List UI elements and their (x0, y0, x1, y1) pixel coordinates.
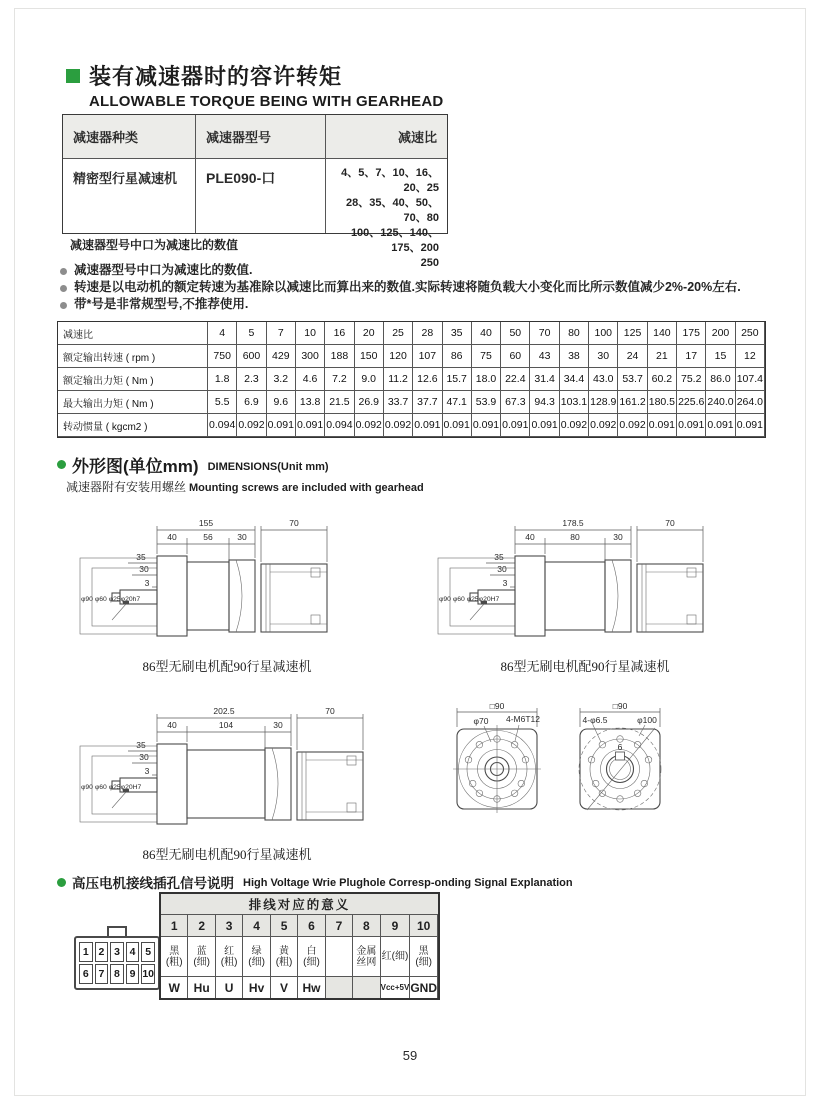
spec-cell: 750 (208, 345, 237, 368)
signal-cell (326, 977, 353, 998)
wire-color-cell (326, 937, 353, 977)
spec-cell: 0.091 (706, 414, 735, 437)
spec-cell: 53.9 (472, 391, 501, 414)
spec-cell: 67.3 (501, 391, 530, 414)
spec-cell: 11.2 (384, 368, 413, 391)
dim-cap-label: 30 (237, 532, 247, 542)
dim-mid-label: 80 (570, 532, 580, 542)
connector-body (74, 936, 160, 990)
front-left-bolt-circle-label: φ70 (473, 716, 489, 726)
side-view-drawing-2 (420, 510, 750, 675)
signal-cell: U (216, 977, 243, 998)
spec-cell: 0.091 (267, 414, 296, 437)
title-block (66, 60, 443, 110)
gearhead-ratios (326, 159, 447, 269)
connector-pin: 1 (79, 942, 93, 962)
spec-cell: 80 (560, 322, 589, 345)
spec-cell: 25 (384, 322, 413, 345)
spec-cell: 0.091 (472, 414, 501, 437)
spec-cell: 12.6 (413, 368, 442, 391)
spec-cell: 37.7 (413, 391, 442, 414)
green-dot-icon (57, 878, 66, 887)
spec-cell: 94.3 (530, 391, 559, 414)
dim-total-label: 178.5 (562, 518, 584, 528)
dim-f3-label: 3 (502, 578, 508, 588)
signal-cell: Hu (188, 977, 215, 998)
dim-f1-label: 35 (136, 740, 146, 750)
dim-f1-label: 35 (136, 552, 146, 562)
spec-cell: 33.7 (384, 391, 413, 414)
dim-mid-label: 56 (203, 532, 213, 542)
connector-pin: 2 (95, 942, 109, 962)
spec-cell: 264.0 (736, 391, 765, 414)
dim-total-label: 155 (198, 518, 214, 528)
dimensions-heading-zh: 外形图(单位mm) (72, 457, 199, 476)
spec-row-label: 额定输出力矩 ( Nm ) (58, 368, 208, 391)
spec-cell: 107.4 (736, 368, 765, 391)
spec-cell: 2.3 (237, 368, 266, 391)
spec-cell: 50 (501, 322, 530, 345)
signal-cell: GND (410, 977, 438, 998)
front-view-svg (435, 695, 685, 825)
spec-cell: 188 (325, 345, 354, 368)
pin-number-cell: 7 (326, 915, 353, 937)
dim-f2-label: 30 (139, 564, 149, 574)
spec-cell: 175 (677, 322, 706, 345)
spec-cell: 0.091 (736, 414, 765, 437)
spec-cell: 0.091 (530, 414, 559, 437)
spec-cell: 21 (648, 345, 677, 368)
dim-mid-label: 104 (218, 720, 234, 730)
spec-cell: 429 (267, 345, 296, 368)
spec-cell: 200 (706, 322, 735, 345)
connector-diagram (74, 926, 160, 990)
gearhead-footnote: 减速器型号中口为减速比的数值 (70, 238, 239, 252)
spec-cell: 75 (472, 345, 501, 368)
spec-cell: 70 (530, 322, 559, 345)
notes-list (60, 263, 770, 314)
spec-cell: 250 (736, 322, 765, 345)
connector-pin: 7 (95, 964, 109, 984)
dim-rear-label: 70 (289, 518, 299, 528)
spec-cell: 60.2 (648, 368, 677, 391)
wire-color-cell: 白(细) (298, 937, 325, 977)
spec-cell: 10 (296, 322, 325, 345)
front-right-holes-label: 4-φ6.5 (582, 715, 608, 725)
spec-cell: 161.2 (618, 391, 647, 414)
drawing-caption: 86型无刷电机配90行星减速机 (142, 659, 312, 674)
page-title-zh: 装有减速器时的容许转矩 (89, 64, 343, 89)
signal-cell: W (161, 977, 188, 998)
spec-row-label: 减速比 (58, 322, 208, 345)
spec-cell: 86 (443, 345, 472, 368)
signal-cell: Hw (298, 977, 325, 998)
spec-cell: 0.092 (384, 414, 413, 437)
spec-cell: 60 (501, 345, 530, 368)
wire-color-cell: 黑(粗) (161, 937, 188, 977)
signal-cell (353, 977, 380, 998)
wire-color-cell: 黄(粗) (271, 937, 298, 977)
bullet-icon (60, 285, 67, 292)
spec-cell: 140 (648, 322, 677, 345)
spec-cell: 3.2 (267, 368, 296, 391)
spec-cell: 53.7 (618, 368, 647, 391)
wiring-table (159, 892, 440, 1000)
spec-cell: 38 (560, 345, 589, 368)
note-text: 带*号是非常规型号,不推荐使用. (74, 297, 249, 311)
pin-number-cell: 10 (410, 915, 438, 937)
side-view-drawing-3 (62, 698, 392, 863)
front-left-bolts-label: 4-M6T12 (505, 714, 541, 724)
ratio-line: 4、5、7、10、16、20、25 (341, 167, 439, 194)
spec-cell: 9.0 (355, 368, 384, 391)
spec-row-label: 转动惯量 ( kgcm2 ) (58, 414, 208, 437)
wire-color-cell: 红(细) (381, 937, 411, 977)
connector-pin: 6 (79, 964, 93, 984)
connector-pin: 10 (141, 964, 155, 984)
dimensions-note (66, 478, 424, 495)
pin-number-cell: 3 (216, 915, 243, 937)
wire-color-cell: 黑(细) (410, 937, 438, 977)
note-item (60, 280, 770, 294)
dimensions-note-en: Mounting screws are included with gearhead (189, 482, 424, 494)
wire-color-cell: 红(粗) (216, 937, 243, 977)
spec-cell: 0.092 (237, 414, 266, 437)
spec-cell: 28 (413, 322, 442, 345)
ratio-line: 100、125、140、175、200 (350, 227, 439, 254)
spec-cell: 4 (208, 322, 237, 345)
spec-cell: 35 (443, 322, 472, 345)
wiring-table-title: 排线对应的意义 (161, 894, 438, 915)
spec-cell: 16 (325, 322, 354, 345)
dim-front-label: 40 (167, 532, 177, 542)
drawing-caption: 86型无刷电机配90行星减速机 (500, 659, 670, 674)
green-square-bullet-icon (66, 69, 80, 83)
spec-cell: 1.8 (208, 368, 237, 391)
spec-cell: 0.092 (560, 414, 589, 437)
spec-cell: 22.4 (501, 368, 530, 391)
spec-cell: 26.9 (355, 391, 384, 414)
bullet-icon (60, 268, 67, 275)
pin-number-cell: 9 (381, 915, 411, 937)
spec-cell: 0.094 (325, 414, 354, 437)
dim-cap-label: 30 (613, 532, 623, 542)
spec-cell: 5 (237, 322, 266, 345)
spec-cell: 7.2 (325, 368, 354, 391)
connector-pin: 9 (126, 964, 140, 984)
spec-cell: 300 (296, 345, 325, 368)
front-view-drawings (435, 695, 685, 830)
spec-cell: 40 (472, 322, 501, 345)
side-view-drawing-1 (62, 510, 392, 675)
spec-cell: 150 (355, 345, 384, 368)
spec-cell: 120 (384, 345, 413, 368)
wire-color-cell: 蓝(细) (188, 937, 215, 977)
connector-row-top (79, 942, 155, 962)
front-left-width-label: □90 (489, 701, 505, 711)
shaft-diameters-label: φ90 φ60 φ25φ20h7 (81, 596, 141, 603)
signal-cell: V (271, 977, 298, 998)
dim-f3-label: 3 (144, 578, 150, 588)
dimensions-note-zh: 减速器附有安装用螺丝 (66, 480, 187, 494)
dim-cap-label: 30 (273, 720, 283, 730)
ratio-line: 250 (420, 257, 439, 269)
shaft-diameters-label: φ90 φ60 φ25φ20H7 (439, 596, 500, 603)
spec-cell: 0.092 (618, 414, 647, 437)
spec-cell: 128.9 (589, 391, 618, 414)
spec-cell: 7 (267, 322, 296, 345)
wire-color-cell: 绿(细) (243, 937, 270, 977)
spec-cell: 0.091 (677, 414, 706, 437)
dim-f2-label: 30 (497, 564, 507, 574)
wire-color-cell: 金属丝网 (353, 937, 380, 977)
spec-cell: 180.5 (648, 391, 677, 414)
dim-front-label: 40 (525, 532, 535, 542)
dim-rear-label: 70 (665, 518, 675, 528)
pin-number-cell: 6 (298, 915, 325, 937)
spec-cell: 4.6 (296, 368, 325, 391)
wiring-heading-en: High Voltage Wrie Plughole Corresp-onding Signal Explanation (243, 877, 573, 889)
spec-cell: 47.1 (443, 391, 472, 414)
spec-cell: 20 (355, 322, 384, 345)
spec-cell: 0.092 (355, 414, 384, 437)
pin-number-cell: 8 (353, 915, 380, 937)
note-text: 转速是以电动机的额定转速为基准除以减速比而算出来的数值.实际转速将随负载大小变化而比所示数值减少2%-20%左右. (74, 280, 741, 294)
pin-number-cell: 4 (243, 915, 270, 937)
front-right-width-label: □90 (612, 701, 628, 711)
side-view-svg-1 (62, 510, 392, 645)
spec-cell: 15 (706, 345, 735, 368)
shaft-diameters-label: φ90 φ60 φ25φ20H7 (81, 784, 142, 791)
spec-cell: 21.5 (325, 391, 354, 414)
spec-cell: 34.4 (560, 368, 589, 391)
note-text: 减速器型号中口为减速比的数值. (74, 263, 253, 277)
bullet-icon (60, 302, 67, 309)
spec-cell: 43 (530, 345, 559, 368)
col-header-model: 减速器型号 (196, 115, 326, 159)
note-item (60, 263, 770, 277)
spec-cell: 24 (618, 345, 647, 368)
dimensions-heading (57, 452, 329, 477)
dim-f3-label: 3 (144, 766, 150, 776)
spec-cell: 12 (736, 345, 765, 368)
gearhead-type: 精密型行星减速机 (63, 159, 196, 233)
spec-cell: 0.091 (443, 414, 472, 437)
spec-cell: 240.0 (706, 391, 735, 414)
pin-number-cell: 5 (271, 915, 298, 937)
spec-cell: 600 (237, 345, 266, 368)
dimensions-heading-en: DIMENSIONS(Unit mm) (207, 460, 329, 473)
signal-cell: Hv (243, 977, 270, 998)
spec-row-label: 额定输出转速 ( rpm ) (58, 345, 208, 368)
spec-cell: 86.0 (706, 368, 735, 391)
spec-cell: 17 (677, 345, 706, 368)
drawing-caption: 86型无刷电机配90行星减速机 (142, 847, 312, 862)
spec-cell: 30 (589, 345, 618, 368)
spec-cell: 107 (413, 345, 442, 368)
spec-cell: 31.4 (530, 368, 559, 391)
front-right-outer-label: φ100 (637, 715, 657, 725)
spec-row-label: 最大输出力矩 ( Nm ) (58, 391, 208, 414)
spec-cell: 103.1 (560, 391, 589, 414)
spec-cell: 75.2 (677, 368, 706, 391)
dim-f2-label: 30 (139, 752, 149, 762)
spec-cell: 15.7 (443, 368, 472, 391)
ratio-line: 28、35、40、50、70、80 (346, 197, 439, 224)
spec-cell: 9.6 (267, 391, 296, 414)
connector-pin: 3 (110, 942, 124, 962)
col-header-ratio: 减速比 (326, 115, 447, 159)
dim-rear-label: 70 (325, 706, 335, 716)
spec-cell: 0.091 (296, 414, 325, 437)
front-right-key-label: 6 (617, 742, 623, 752)
note-item (60, 297, 770, 311)
page-title-en: ALLOWABLE TORQUE BEING WITH GEARHEAD (89, 93, 444, 110)
spec-table (57, 321, 766, 438)
col-header-type: 减速器种类 (63, 115, 196, 159)
side-view-svg-3 (62, 698, 392, 833)
dim-f1-label: 35 (494, 552, 504, 562)
spec-cell: 18.0 (472, 368, 501, 391)
spec-cell: 0.091 (413, 414, 442, 437)
side-view-svg-2 (420, 510, 750, 645)
pin-number-cell: 1 (161, 915, 188, 937)
dim-front-label: 40 (167, 720, 177, 730)
spec-cell: 0.091 (501, 414, 530, 437)
signal-cell: Vcc+5V (381, 977, 411, 998)
connector-pin: 4 (126, 942, 140, 962)
connector-pin: 8 (110, 964, 124, 984)
spec-cell: 0.091 (648, 414, 677, 437)
spec-cell: 100 (589, 322, 618, 345)
spec-cell: 0.092 (589, 414, 618, 437)
spec-cell: 13.8 (296, 391, 325, 414)
gearhead-model: PLE090-口 (196, 159, 326, 233)
pin-number-cell: 2 (188, 915, 215, 937)
spec-cell: 125 (618, 322, 647, 345)
spec-cell: 0.094 (208, 414, 237, 437)
dim-total-label: 202.5 (213, 706, 235, 716)
green-dot-icon (57, 460, 66, 469)
spec-cell: 225.6 (677, 391, 706, 414)
page-number: 59 (402, 1048, 418, 1063)
wiring-heading (57, 872, 573, 892)
connector-pin: 5 (141, 942, 155, 962)
spec-cell: 43.0 (589, 368, 618, 391)
spec-cell: 5.5 (208, 391, 237, 414)
spec-cell: 6.9 (237, 391, 266, 414)
wiring-heading-zh: 高压电机接线插孔信号说明 (72, 876, 234, 891)
connector-row-bottom (79, 964, 155, 984)
